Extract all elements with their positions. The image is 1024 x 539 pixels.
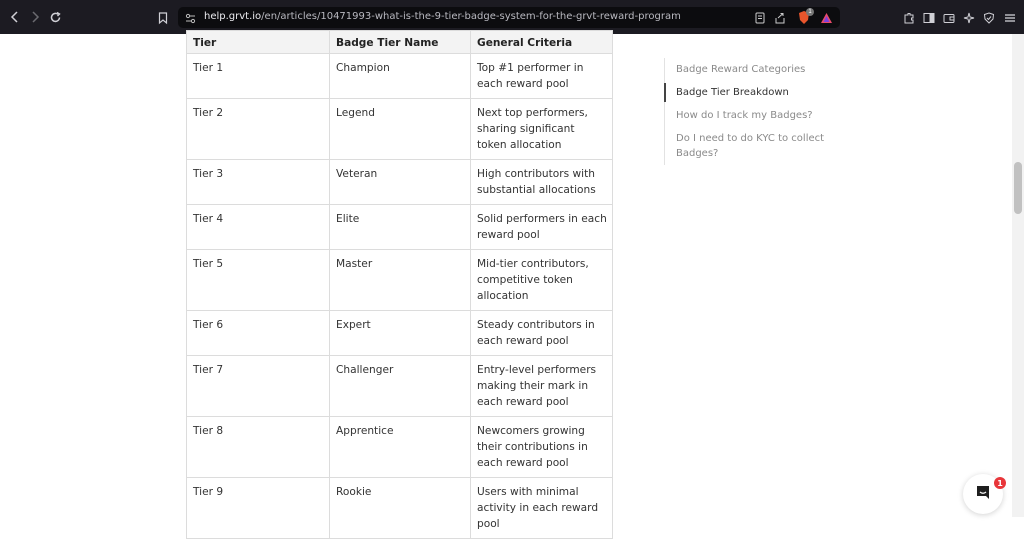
criteria-cell: Steady contributors in each reward pool <box>471 311 613 356</box>
table-row <box>187 99 613 160</box>
scrollbar-thumb[interactable] <box>1014 162 1022 214</box>
badge-name-cell: Challenger <box>330 356 471 417</box>
table-header-tier: Tier <box>187 31 330 54</box>
criteria-cell: Solid performers in each reward pool <box>471 205 613 250</box>
table-row <box>187 54 613 99</box>
badge-name-cell: Rookie <box>330 478 471 539</box>
tier-cell: Tier 7 <box>187 356 330 417</box>
menu-icon[interactable] <box>1002 10 1018 26</box>
badge-name-cell: Veteran <box>330 160 471 205</box>
criteria-cell: High contributors with substantial allocations <box>471 160 613 205</box>
table-header-row <box>187 31 613 54</box>
toc-item-badge-reward-categories[interactable]: Badge Reward Categories <box>676 64 806 75</box>
table-row <box>187 417 613 478</box>
badge-name-cell: Legend <box>330 99 471 160</box>
vpn-shield-icon[interactable] <box>981 10 997 26</box>
badge-name-cell: Expert <box>330 311 471 356</box>
address-bar[interactable] <box>178 7 840 28</box>
toc-item-kyc-badges[interactable]: Do I need to do KYC to collect Badges? <box>676 133 825 159</box>
criteria-cell: Entry-level performers making their mark in each reward pool <box>471 356 613 417</box>
badge-tier-table <box>186 30 613 539</box>
tier-cell: Tier 6 <box>187 311 330 356</box>
share-icon[interactable] <box>772 10 788 26</box>
badge-name-cell: Elite <box>330 205 471 250</box>
sidebar-icon[interactable] <box>921 10 937 26</box>
toc-item-track-badges[interactable]: How do I track my Badges? <box>676 110 813 121</box>
criteria-cell: Mid-tier contributors, competitive token allocation <box>471 250 613 311</box>
reader-mode-icon[interactable] <box>752 10 768 26</box>
forward-icon[interactable] <box>24 6 46 28</box>
chat-bubble-icon <box>975 484 991 505</box>
tier-cell: Tier 3 <box>187 160 330 205</box>
bookmark-icon[interactable] <box>155 10 171 26</box>
tier-cell: Tier 4 <box>187 205 330 250</box>
table-row <box>187 160 613 205</box>
tier-cell: Tier 2 <box>187 99 330 160</box>
browser-toolbar <box>0 0 1024 34</box>
table-row <box>187 250 613 311</box>
table-header-name: Badge Tier Name <box>330 31 471 54</box>
badge-name-cell: Apprentice <box>330 417 471 478</box>
tier-cell: Tier 8 <box>187 417 330 478</box>
unread-count-badge: 1 <box>994 477 1006 489</box>
criteria-cell: Users with minimal activity in each reward pool <box>471 478 613 539</box>
leo-ai-icon[interactable] <box>961 10 977 26</box>
article-page <box>0 34 1012 530</box>
back-icon[interactable] <box>4 6 26 28</box>
extensions-icon[interactable] <box>901 10 917 26</box>
toc-item-badge-tier-breakdown[interactable]: Badge Tier Breakdown <box>665 81 834 104</box>
table-row <box>187 311 613 356</box>
criteria-cell: Newcomers growing their contributions in each reward pool <box>471 417 613 478</box>
wallet-icon[interactable] <box>941 10 957 26</box>
badge-name-cell: Champion <box>330 54 471 99</box>
shield-count-badge: 1 <box>806 8 814 16</box>
table-row <box>187 205 613 250</box>
badge-name-cell: Master <box>330 250 471 311</box>
page-scrollbar[interactable] <box>1012 34 1024 517</box>
url-text: help.grvt.io/en/articles/10471993-what-is-the-9-tier-badge-system-for-the-grvt-reward-program <box>204 11 681 22</box>
site-settings-icon[interactable] <box>182 10 198 26</box>
brave-rewards-icon[interactable] <box>818 10 834 26</box>
tier-cell: Tier 9 <box>187 478 330 539</box>
table-of-contents <box>664 58 834 165</box>
table-header-criteria: General Criteria <box>471 31 613 54</box>
reload-icon[interactable] <box>44 6 66 28</box>
table-row <box>187 356 613 417</box>
criteria-cell: Next top performers, sharing significant token allocation <box>471 99 613 160</box>
tier-cell: Tier 5 <box>187 250 330 311</box>
table-row <box>187 478 613 539</box>
criteria-cell: Top #1 performer in each reward pool <box>471 54 613 99</box>
tier-cell: Tier 1 <box>187 54 330 99</box>
